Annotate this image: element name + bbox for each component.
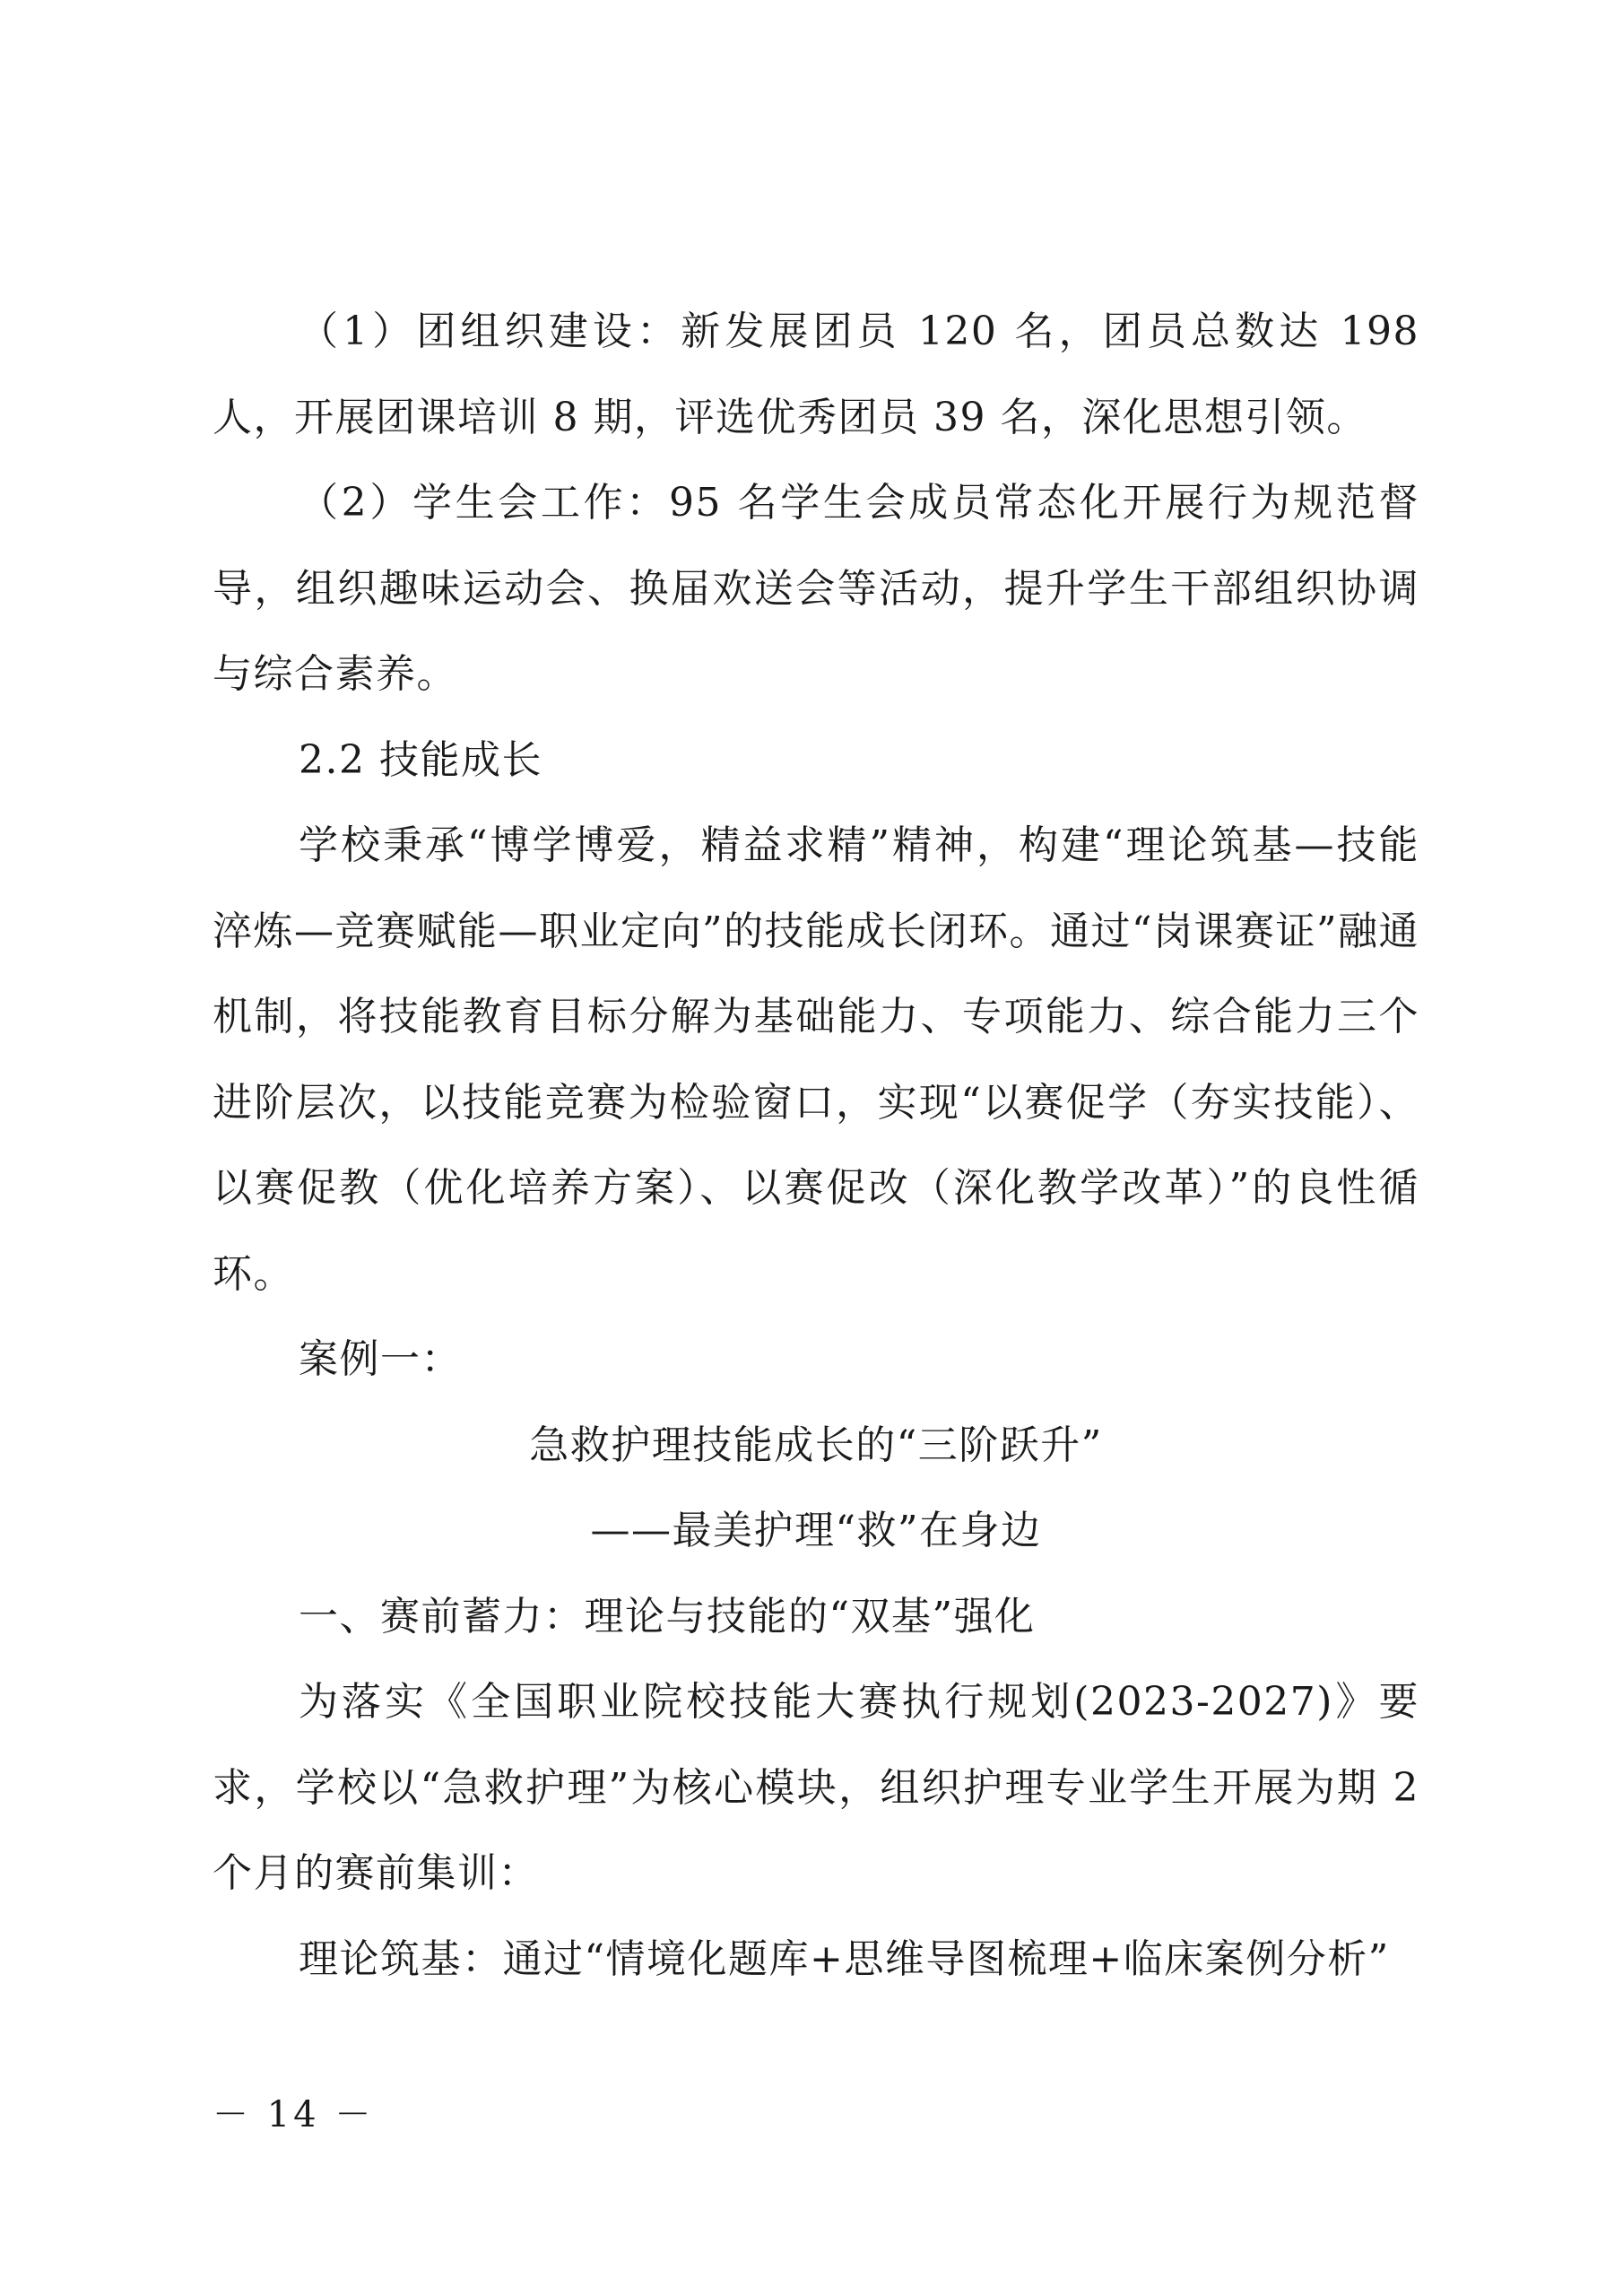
case-title: 急救护理技能成长的“三阶跃升”	[529, 1422, 1103, 1468]
section-paragraph: 学校秉承“博学博爱，精益求精”精神，构建“理论筑基—技能淬炼—竞赛赋能—职业定向”的技能成长闭环。通过“岗课赛证”融通机制，将技能教育目标分解为基础能力、专项能力、综合能力三个进阶层次，以技能竞赛为检验窗口，实现“以赛促学（夯实技能）、以赛促教（优化培养方案）、以赛促改（深化教学改革）”的良性循环。	[213, 822, 1419, 1297]
paragraph-training: 为落实《全国职业院校技能大赛执行规划(2023-2027)》要求，学校以“急救护理”为核心模块，组织护理专业学生开展为期 2 个月的赛前集训：	[213, 1679, 1419, 1896]
section-heading: 2.2 技能成长	[299, 736, 542, 783]
page-number: － 14 －	[213, 2094, 375, 2135]
case-label: 案例一：	[299, 1336, 462, 1382]
document-body	[213, 289, 1419, 2002]
subheading-pre-competition: 一、赛前蓄力：理论与技能的“双基”强化	[299, 1593, 1036, 1639]
list-item-student-union: （2）学生会工作：95 名学生会成员常态化开展行为规范督导，组织趣味运动会、换届欢送会等活动，提升学生干部组织协调与综合素养。	[213, 480, 1419, 697]
paragraph-theory: 理论筑基：通过“情境化题库+思维导图梳理+临床案例分析”	[299, 1935, 1390, 1982]
list-item-league-building: （1）团组织建设：新发展团员 120 名，团员总数达 198 人，开展团课培训 8 期，评选优秀团员 39 名，深化思想引领。	[213, 309, 1419, 440]
case-subtitle: ——最美护理“救”在身边	[590, 1508, 1042, 1553]
